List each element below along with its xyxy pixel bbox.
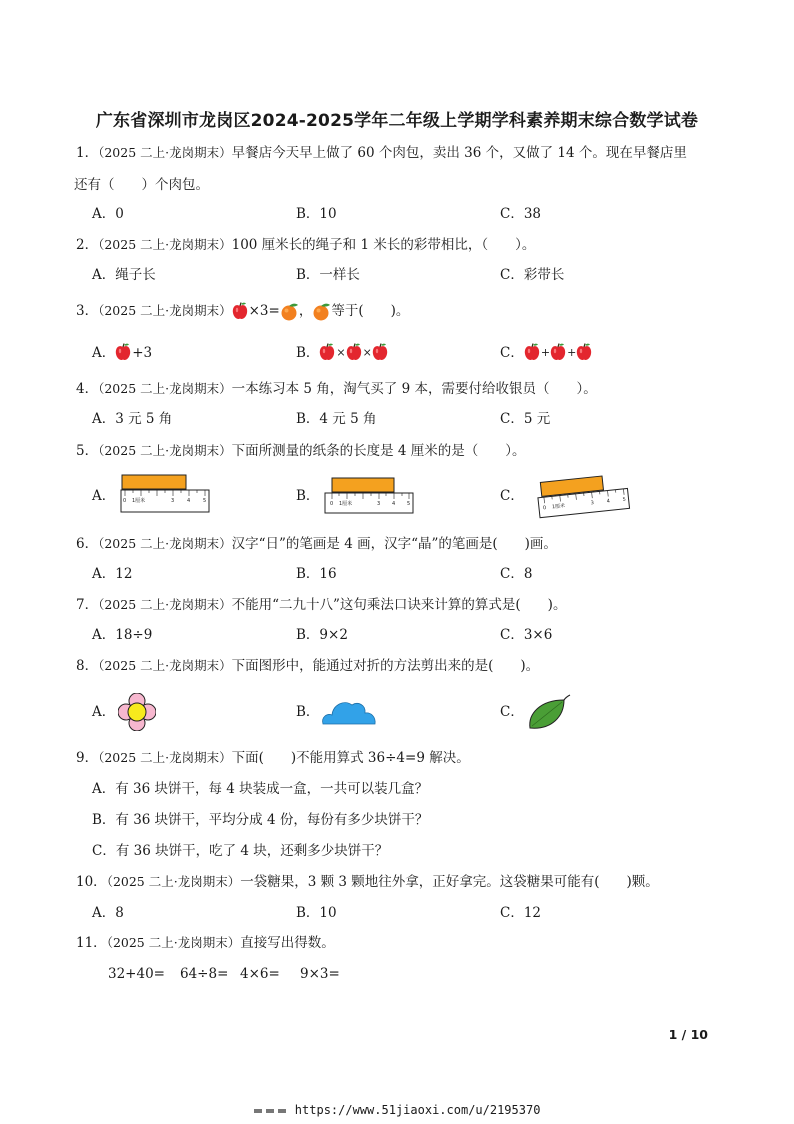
ruler-tick-label: 5 xyxy=(622,496,627,503)
question-1 xyxy=(76,144,687,162)
ruler-tick-label: 0 xyxy=(123,498,127,504)
q9-option-c[interactable]: C．有 36 块饼干，吃了 4 块，还剩多少块饼干？ xyxy=(92,843,389,859)
question-source: （2025 二上·龙岗期末） xyxy=(98,381,232,396)
ruler-unit-label: 1厘米 xyxy=(132,498,146,504)
q8-option-c[interactable]: C． xyxy=(500,704,524,720)
q6-option-a[interactable]: A．12 xyxy=(92,566,133,582)
question-text: 一本练习本 5 角，淘气买了 9 本，需要付给收银员（ ）。 xyxy=(231,381,597,397)
paper-strip xyxy=(332,478,394,492)
q6-option-c[interactable]: C．8 xyxy=(500,566,533,582)
question-text: 下面( )不能用算式 36÷4=9 解决。 xyxy=(231,750,470,766)
ruler-unit-label: 1厘米 xyxy=(339,501,353,507)
q10-option-c[interactable]: C．12 xyxy=(500,905,542,921)
q7-option-b[interactable]: B．9×2 xyxy=(296,627,348,643)
option-label: B． xyxy=(296,344,320,361)
q4-option-a[interactable]: A．3 元 5 角 xyxy=(92,411,173,427)
option-label: C． xyxy=(500,344,524,361)
ruler-tick-label: 3 xyxy=(171,498,175,504)
q5-option-c[interactable]: C． xyxy=(500,488,524,504)
question-number: 6． xyxy=(76,536,99,552)
question-text: 汉字“日”的笔画是 4 画，汉字“晶”的笔画是( )画。 xyxy=(231,536,557,552)
q1-option-c[interactable]: C．38 xyxy=(500,206,542,222)
q2-option-c[interactable]: C．彩带长 xyxy=(500,267,565,283)
ruler-b[interactable] xyxy=(324,477,416,515)
apple-icon xyxy=(346,343,363,362)
q9-option-b[interactable]: B．有 36 块饼干，平均分成 4 份，每份有多少块饼干？ xyxy=(92,812,429,828)
question-text: 下面图形中，能通过对折的方法剪出来的是( )。 xyxy=(231,658,540,674)
question-number: 10． xyxy=(76,874,107,890)
option-text: +3 xyxy=(132,344,153,361)
ruler-tick-label: 4 xyxy=(392,501,396,507)
flower-icon[interactable] xyxy=(118,693,156,731)
q3-option-a[interactable] xyxy=(92,343,152,362)
question-8 xyxy=(76,657,539,675)
ruler-tick-label: 4 xyxy=(606,498,611,505)
q5-option-a[interactable]: A． xyxy=(92,488,116,504)
q1-option-a[interactable]: A．0 xyxy=(92,206,124,222)
exam-title: 广东省深圳市龙岗区2024-2025学年二年级上学期学科素养期末综合数学试卷 xyxy=(95,111,699,131)
q4-option-b[interactable]: B．4 元 5 角 xyxy=(296,411,377,427)
footer-logo-icon xyxy=(254,1107,288,1115)
calc-item: 9×3= xyxy=(300,966,340,982)
q7-option-a[interactable]: A．18÷9 xyxy=(92,627,153,643)
q5-option-b[interactable]: B． xyxy=(296,488,320,504)
ruler-unit-label: 1厘米 xyxy=(551,503,566,511)
question-number: 11． xyxy=(76,935,107,951)
question-number: 3． xyxy=(76,303,99,319)
ruler-tick-label: 5 xyxy=(203,498,207,504)
q3-text-part: ×3= xyxy=(248,303,280,319)
question-number: 9． xyxy=(76,750,99,766)
question-text: 100 厘米长的绳子和 1 米长的彩带相比，（ ）。 xyxy=(231,237,536,253)
apple-icon xyxy=(319,343,336,362)
q3-option-b[interactable] xyxy=(296,343,389,362)
question-source: （2025 二上·龙岗期末） xyxy=(98,303,232,318)
question-3 xyxy=(76,302,409,321)
question-text: 直接写出得数。 xyxy=(240,935,335,951)
q8-option-a[interactable]: A． xyxy=(92,704,116,720)
question-source: （2025 二上·龙岗期末） xyxy=(106,935,241,950)
ruler-tick-label: 4 xyxy=(187,498,191,504)
question-number: 5． xyxy=(76,443,99,459)
question-text: 一袋糖果，3 颗 3 颗地往外拿，正好拿完。这袋糖果可能有( )颗。 xyxy=(240,874,659,890)
calc-item: 64÷8= xyxy=(180,966,229,982)
q2-option-b[interactable]: B．一样长 xyxy=(296,267,360,283)
question-4 xyxy=(76,380,597,398)
leaf-icon[interactable] xyxy=(526,694,572,732)
option-text: × xyxy=(336,345,346,359)
paper-strip xyxy=(122,475,186,489)
option-text: + xyxy=(567,345,577,359)
ruler-tick-label: 3 xyxy=(377,501,381,507)
q10-option-a[interactable]: A．8 xyxy=(92,905,124,921)
q1-option-b[interactable]: B．10 xyxy=(296,206,337,222)
question-number: 4． xyxy=(76,381,99,397)
apple-icon xyxy=(115,343,132,362)
question-number: 8． xyxy=(76,658,99,674)
question-11 xyxy=(76,934,335,952)
q10-option-b[interactable]: B．10 xyxy=(296,905,337,921)
apple-icon xyxy=(576,343,593,362)
q8-option-b[interactable]: B． xyxy=(296,704,320,720)
calc-item: 32+40= xyxy=(108,966,165,982)
question-2 xyxy=(76,236,535,254)
option-label: A． xyxy=(92,344,116,361)
apple-icon xyxy=(232,302,249,321)
q2-option-a[interactable]: A．绳子长 xyxy=(92,267,156,283)
question-source: （2025 二上·龙岗期末） xyxy=(98,237,232,252)
question-source: （2025 二上·龙岗期末） xyxy=(98,145,232,160)
question-number: 1． xyxy=(76,145,99,161)
question-number: 7． xyxy=(76,597,99,613)
option-text: × xyxy=(362,345,372,359)
question-text: 早餐店今天早上做了 60 个肉包，卖出 36 个，又做了 14 个。现在早餐店里 xyxy=(231,145,687,161)
ruler-tick-label: 0 xyxy=(542,505,547,512)
question-source: （2025 二上·龙岗期末） xyxy=(98,536,232,551)
question-text: 不能用“二九十八”这句乘法口诀来计算的算式是( )。 xyxy=(231,597,567,613)
question-source: （2025 二上·龙岗期末） xyxy=(98,597,232,612)
footer-link-text[interactable]: https://www.51jiaoxi.com/u/2195370 xyxy=(294,1103,541,1117)
orange-icon xyxy=(280,303,299,321)
apple-icon xyxy=(524,343,541,362)
question-9 xyxy=(76,749,470,767)
page-number: 1 / 10 xyxy=(668,1027,708,1042)
question-10 xyxy=(76,873,659,891)
option-text: + xyxy=(540,345,551,359)
question-text: 下面所测量的纸条的长度是 4 厘米的是（ ）。 xyxy=(231,443,526,459)
apple-icon xyxy=(550,343,567,362)
ruler-tick-label: 3 xyxy=(590,500,595,507)
question-5 xyxy=(76,442,526,460)
question-6 xyxy=(76,535,557,553)
calc-item: 4×6= xyxy=(240,966,280,982)
question-source: （2025 二上·龙岗期末） xyxy=(98,750,232,765)
q3-text-part: 等于( )。 xyxy=(331,303,410,319)
ruler-tick-label: 0 xyxy=(330,501,334,507)
q9-option-a[interactable]: A．有 36 块饼干，每 4 块装成一盒，一共可以装几盒？ xyxy=(92,781,429,797)
ruler-a[interactable] xyxy=(120,474,212,514)
apple-icon xyxy=(372,343,389,362)
orange-icon xyxy=(312,303,331,321)
ruler-tick-label: 5 xyxy=(407,501,411,507)
question-source: （2025 二上·龙岗期末） xyxy=(98,443,232,458)
q7-option-c[interactable]: C．3×6 xyxy=(500,627,553,643)
q3-text-part: ， xyxy=(298,303,313,319)
question-7 xyxy=(76,596,566,614)
q6-option-b[interactable]: B．16 xyxy=(296,566,337,582)
question-source: （2025 二上·龙岗期末） xyxy=(106,874,241,889)
cloud-icon[interactable] xyxy=(320,697,378,727)
footer-url[interactable] xyxy=(0,1103,794,1117)
ruler-c[interactable] xyxy=(534,470,634,522)
question-1-continued: 还有（ ）个肉包。 xyxy=(74,177,209,193)
question-number: 2． xyxy=(76,237,99,253)
q4-option-c[interactable]: C．5 元 xyxy=(500,411,551,427)
question-source: （2025 二上·龙岗期末） xyxy=(98,658,232,673)
q3-option-c[interactable] xyxy=(500,343,593,362)
